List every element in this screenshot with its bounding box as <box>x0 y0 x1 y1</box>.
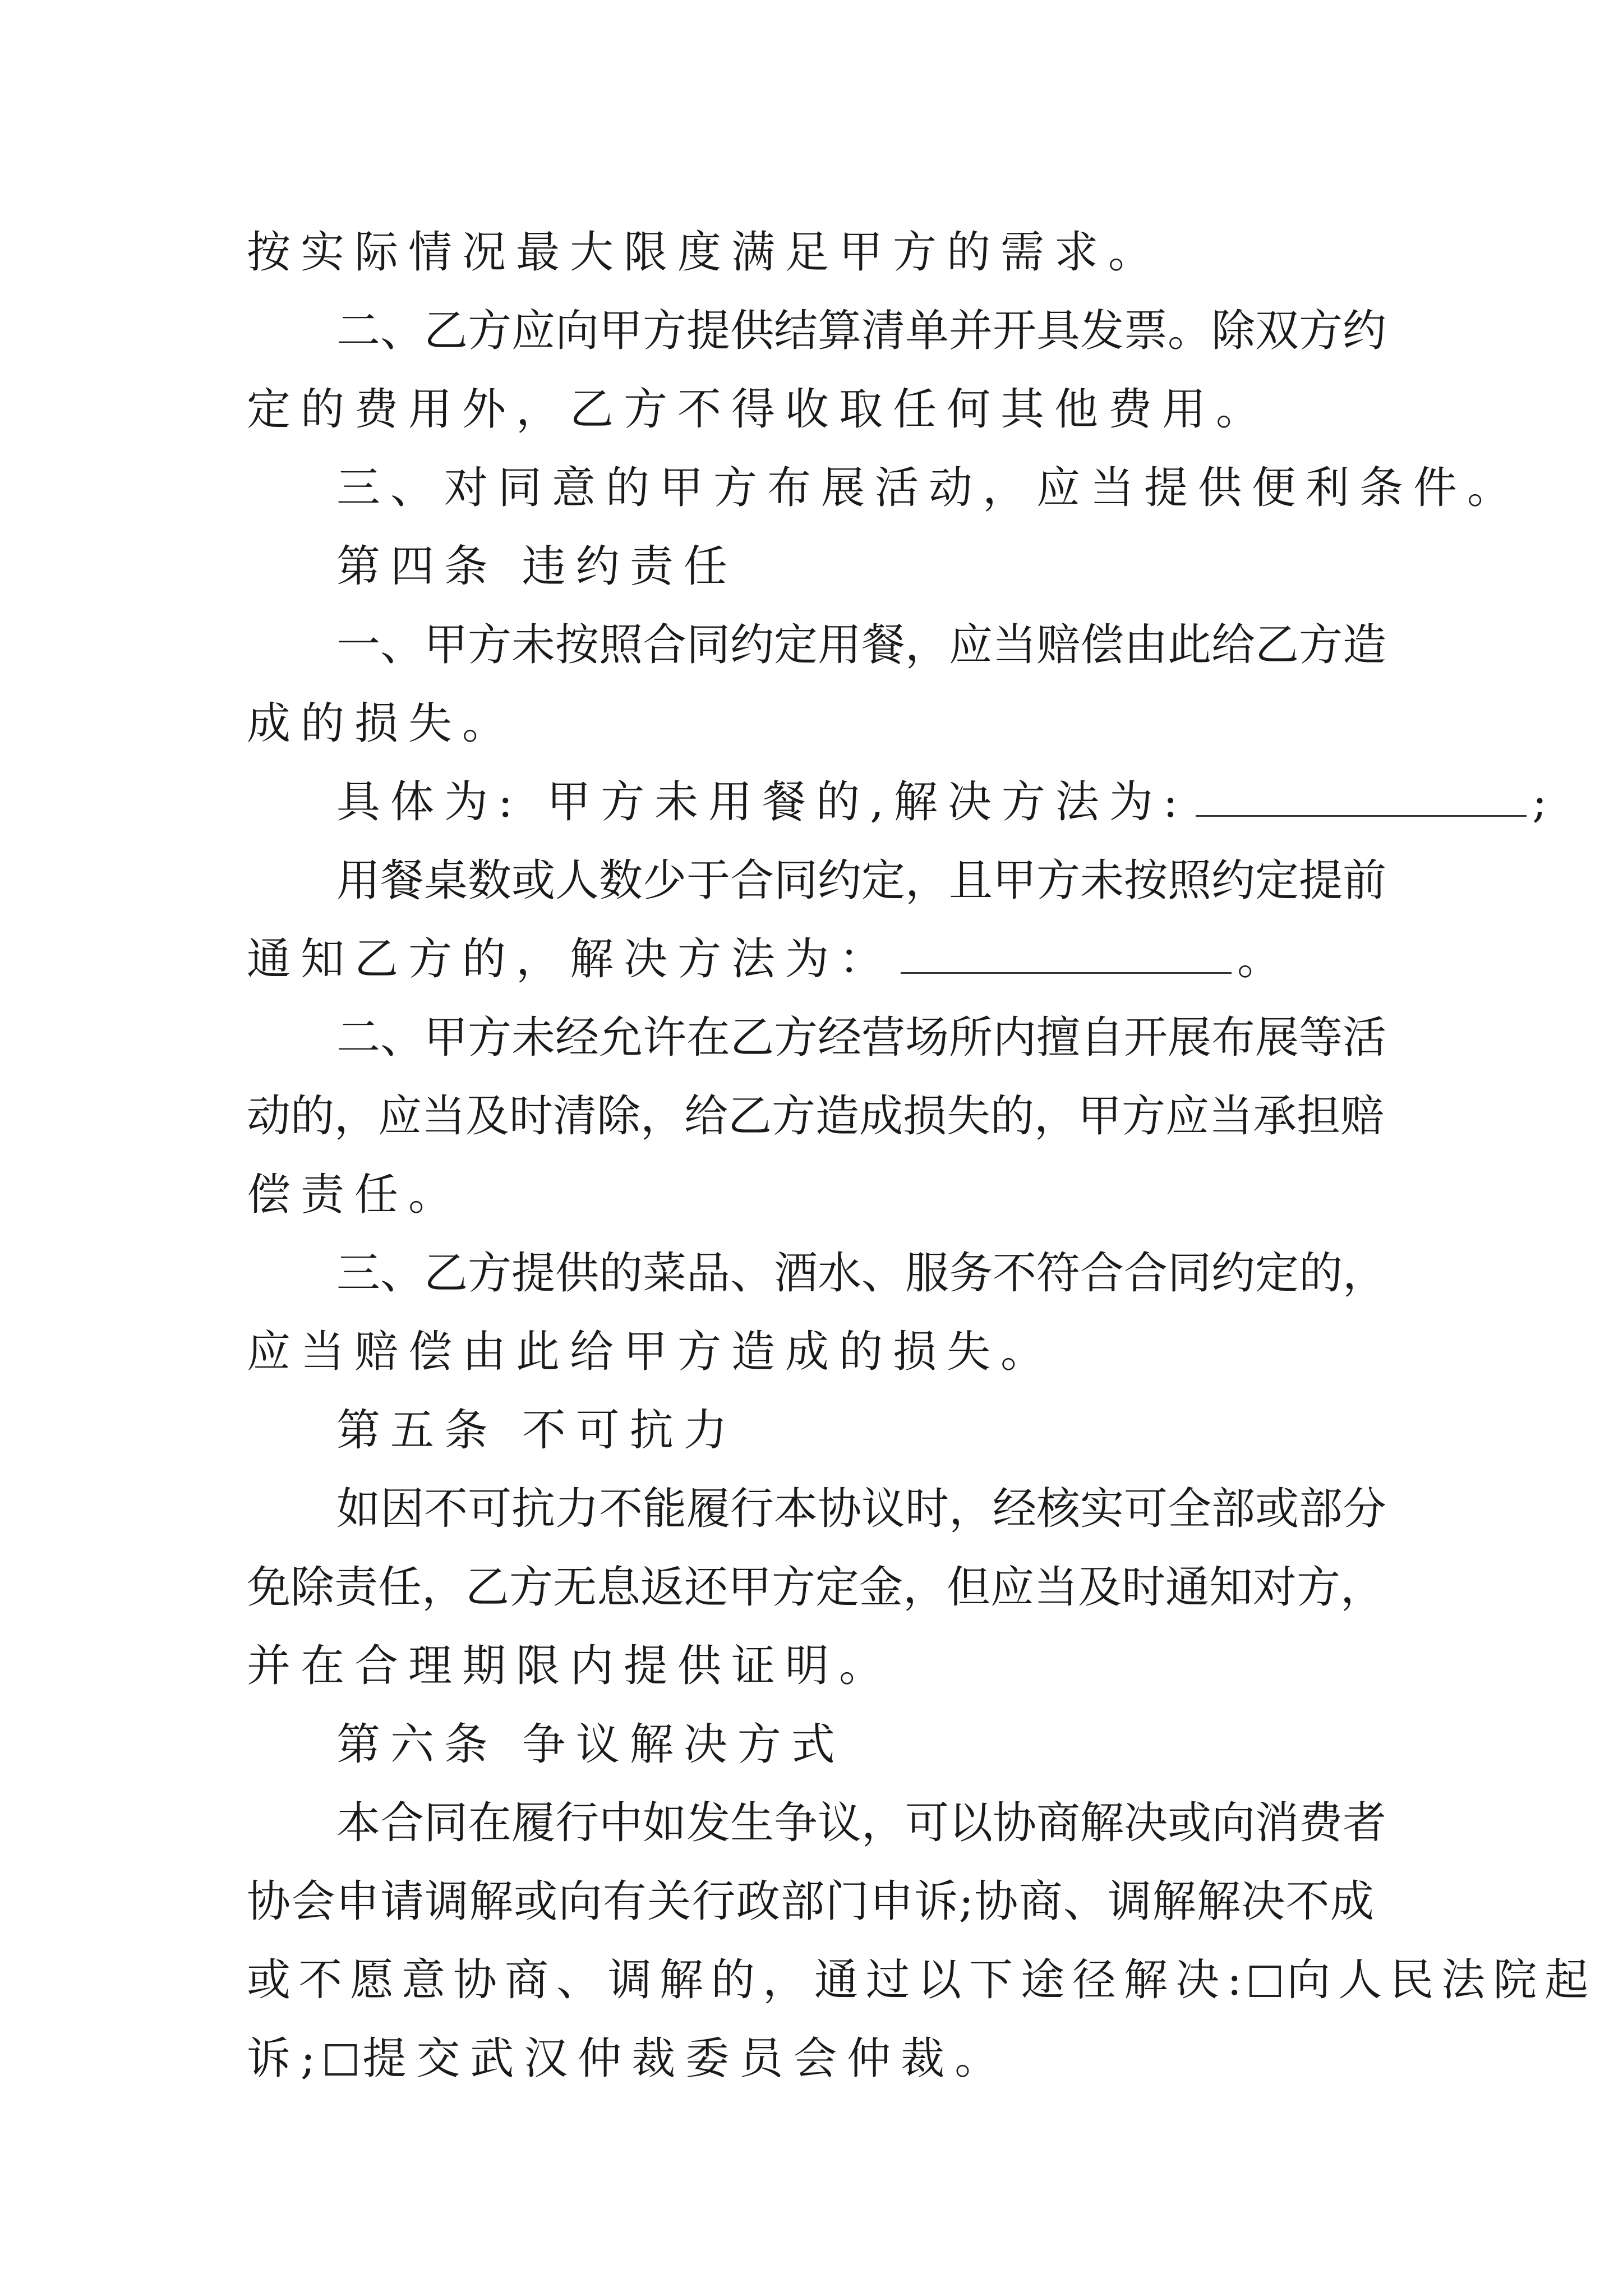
section-heading: 第六条 争议解决方式 <box>336 1719 845 1770</box>
paragraph-line: 三、乙方提供的菜品、酒水、服务不符合合同约定的， <box>336 1248 1387 1299</box>
paragraph-line: 用餐桌数或人数少于合同约定，且甲方未按照约定提前 <box>336 855 1387 906</box>
paragraph-line: 协会申请调解或向有关行政部门申诉;协商、调解解决不成 <box>247 1876 1374 1927</box>
paragraph-line: 定的费用外，乙方不得收取任何其他费用。 <box>247 384 1270 435</box>
section-heading: 第四条 违约责任 <box>336 541 737 592</box>
checkbox-court[interactable] <box>1249 1966 1281 1997</box>
fill-in-blank[interactable] <box>901 933 1232 974</box>
paragraph-line: 二、乙方应向甲方提供结算清单并开具发票。除双方约 <box>336 306 1387 356</box>
paragraph-line: 应当赔偿由此给甲方造成的损失。 <box>247 1327 1055 1377</box>
paragraph-line: 按实际情况最大限度满足甲方的需求。 <box>247 227 1163 278</box>
paragraph-line: 一、甲方未按照合同约定用餐，应当赔偿由此给乙方造 <box>336 620 1387 670</box>
paragraph-line: 并在合理期限内提供证明。 <box>247 1641 893 1691</box>
paragraph-line: 二、甲方未经允许在乙方经营场所内擅自开展布展等活 <box>336 1013 1387 1063</box>
paragraph-line: 具体为: 甲方未用餐的,解决方法为: ; <box>336 777 1557 827</box>
paragraph-line: 诉; 提交武汉仲裁委员会仲裁。 <box>247 2033 1009 2084</box>
section-heading: 第五条 不可抗力 <box>336 1405 737 1456</box>
paragraph-line: 偿责任。 <box>247 1170 463 1220</box>
paragraph-line: 动的，应当及时清除，给乙方造成损失的，甲方应当承担赔 <box>247 1091 1385 1142</box>
paragraph-line: 本合同在履行中如发生争议，可以协商解决或向消费者 <box>336 1798 1387 1848</box>
paragraph-line: 通知乙方的，解决方法为： 。 <box>247 934 1292 984</box>
fill-in-blank[interactable] <box>1196 776 1527 817</box>
checkbox-arbitration[interactable] <box>325 2044 357 2076</box>
paragraph-line: 三、对同意的甲方布展活动，应当提供便利条件。 <box>336 463 1521 513</box>
paragraph-line: 免除责任，乙方无息返还甲方定金，但应当及时通知对方， <box>247 1562 1385 1613</box>
paragraph-line: 成的损失。 <box>247 698 517 749</box>
paragraph-line: 或不愿意协商、调解的，通过以下途径解决: 向人民法院起 <box>247 1955 1597 2005</box>
paragraph-line: 如因不可抗力不能履行本协议时，经核实可全部或部分 <box>336 1484 1387 1534</box>
